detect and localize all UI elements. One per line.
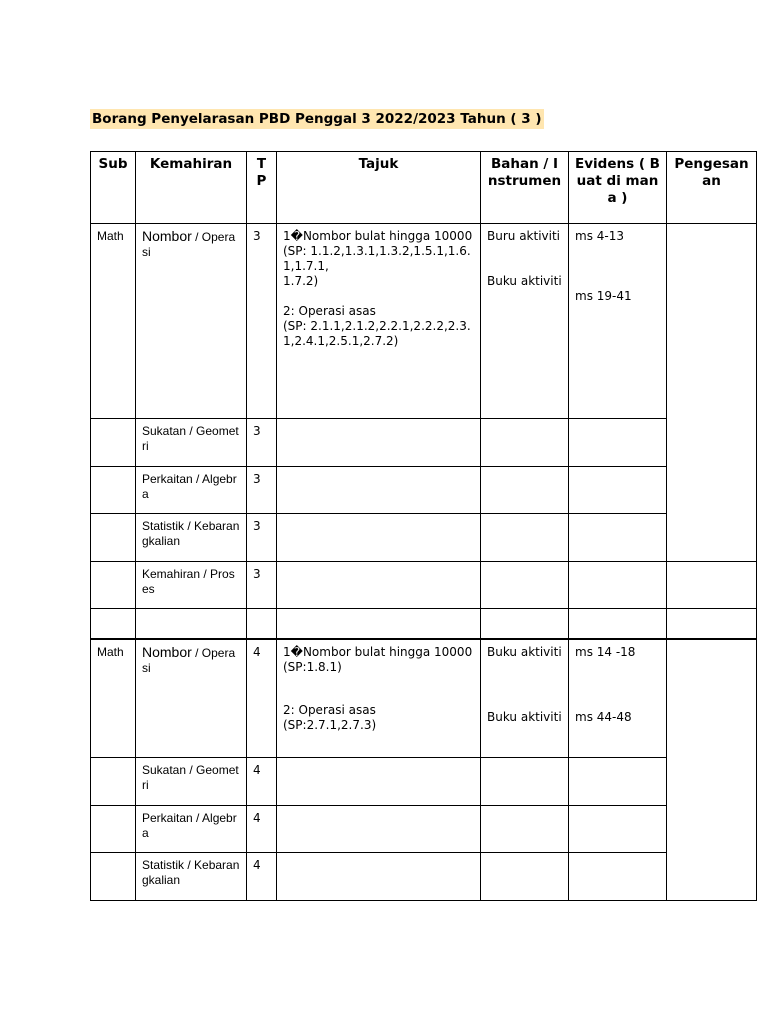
pengesanan-cell xyxy=(667,562,757,609)
kemahiran-cell: Sukatan / Geometri xyxy=(136,419,247,467)
tajuk-topic-2: 2: Operasi asas xyxy=(283,702,376,717)
kemahiran-cell xyxy=(136,609,247,639)
coordination-table xyxy=(90,151,757,901)
bahan-cell xyxy=(481,853,569,901)
sub-cell xyxy=(91,562,136,609)
sub-cell: Math xyxy=(91,224,136,419)
tajuk-sp-2: (SP: 2.1.1,2.1.2,2.2.1,2.2.2,2.3.1,2.4.1,2.5.1,2.7.2) xyxy=(283,319,471,348)
bahan-item-1: Buru aktiviti xyxy=(487,229,561,243)
tajuk-cell xyxy=(277,758,481,806)
table-row xyxy=(91,419,757,467)
tajuk-cell xyxy=(277,562,481,609)
kemahiran-cell: Kemahiran / Proses xyxy=(136,562,247,609)
sub-cell xyxy=(91,514,136,562)
pengesanan-cell xyxy=(667,224,757,562)
tajuk-topic-2: 2: Operasi asas xyxy=(283,304,376,318)
table-row xyxy=(91,853,757,901)
table-row xyxy=(91,639,757,758)
tp-cell: 3 xyxy=(247,419,277,467)
table-row xyxy=(91,514,757,562)
tajuk-cell xyxy=(277,467,481,514)
evidens-cell xyxy=(569,467,667,514)
evidens-cell xyxy=(569,806,667,853)
table-row xyxy=(91,609,757,639)
sub-cell xyxy=(91,467,136,514)
evidens-item-2: ms 19-41 xyxy=(575,289,632,303)
tajuk-cell xyxy=(277,224,481,419)
pengesanan-cell xyxy=(667,639,757,901)
tp-cell: 3 xyxy=(247,467,277,514)
tp-cell xyxy=(247,609,277,639)
evidens-cell xyxy=(569,853,667,901)
sub-cell xyxy=(91,758,136,806)
kemahiran-cell: Sukatan / Geometri xyxy=(136,758,247,806)
bahan-cell xyxy=(481,609,569,639)
bahan-cell xyxy=(481,806,569,853)
tajuk-sp-1-cont: 1.7.2) xyxy=(283,274,319,288)
tp-cell: 4 xyxy=(247,806,277,853)
header-bahan: Bahan / Instrumen xyxy=(481,152,569,224)
table-row xyxy=(91,224,757,419)
table-row xyxy=(91,467,757,514)
tajuk-sp-2: (SP:2.7.1,2.7.3) xyxy=(283,717,377,732)
tajuk-cell xyxy=(277,806,481,853)
tp-cell: 3 xyxy=(247,224,277,419)
tajuk-sp-1: (SP: 1.1.2,1.3.1,1.3.2,1.5.1,1.6.1,1.7.1, xyxy=(283,244,471,273)
header-tp: T P xyxy=(247,152,277,224)
kemahiran-cell: Statistik / Kebarangkalian xyxy=(136,514,247,562)
evidens-cell xyxy=(569,609,667,639)
bahan-cell xyxy=(481,639,569,758)
evidens-item-1: ms 4-13 xyxy=(575,229,624,243)
tp-cell: 4 xyxy=(247,639,277,758)
evidens-cell xyxy=(569,562,667,609)
tp-cell: 4 xyxy=(247,853,277,901)
kemahiran-main: Nombor xyxy=(142,228,192,244)
kemahiran-rest: / Operasi xyxy=(142,645,236,675)
sub-cell xyxy=(91,609,136,639)
header-pengesanan: Pengesanan xyxy=(667,152,757,224)
tajuk-topic-1: 1�Nombor bulat hingga 10000 xyxy=(283,644,473,659)
sub-cell xyxy=(91,853,136,901)
tajuk-cell xyxy=(277,639,481,758)
table-row xyxy=(91,806,757,853)
evidens-item-1: ms 14 -18 xyxy=(575,644,636,659)
kemahiran-cell xyxy=(136,639,247,758)
evidens-cell xyxy=(569,639,667,758)
bahan-item-2: Buku aktiviti xyxy=(487,274,562,288)
kemahiran-main: Nombor xyxy=(142,643,192,660)
sub-cell xyxy=(91,806,136,853)
kemahiran-rest: / Operasi xyxy=(142,230,236,259)
bahan-cell xyxy=(481,514,569,562)
tajuk-cell xyxy=(277,514,481,562)
evidens-item-2: ms 44-48 xyxy=(575,709,632,724)
evidens-cell xyxy=(569,419,667,467)
evidens-cell xyxy=(569,224,667,419)
tp-cell: 3 xyxy=(247,562,277,609)
evidens-cell xyxy=(569,758,667,806)
header-row xyxy=(91,152,757,224)
bahan-item-1: Buku aktiviti xyxy=(487,644,562,659)
sub-cell: Math xyxy=(91,639,136,758)
tajuk-topic-1: 1�Nombor bulat hingga 10000 xyxy=(283,229,473,243)
kemahiran-cell: Statistik / Kebarangkalian xyxy=(136,853,247,901)
pengesanan-cell xyxy=(667,609,757,639)
table-row xyxy=(91,562,757,609)
tajuk-cell xyxy=(277,419,481,467)
header-tajuk: Tajuk xyxy=(277,152,481,224)
header-evidens: Evidens ( Buat di mana ) xyxy=(569,152,667,224)
document-title: Borang Penyelarasan PBD Penggal 3 2022/2023 Tahun ( 3 ) xyxy=(92,111,542,127)
bahan-cell xyxy=(481,224,569,419)
header-kemahiran: Kemahiran xyxy=(136,152,247,224)
tajuk-sp-1: (SP:1.8.1) xyxy=(283,659,342,674)
kemahiran-cell: Perkaitan / Algebra xyxy=(136,467,247,514)
tajuk-cell xyxy=(277,609,481,639)
sub-cell xyxy=(91,419,136,467)
tp-cell: 3 xyxy=(247,514,277,562)
bahan-cell xyxy=(481,467,569,514)
bahan-item-2: Buku aktiviti xyxy=(487,709,562,724)
kemahiran-cell: Perkaitan / Algebra xyxy=(136,806,247,853)
evidens-cell xyxy=(569,514,667,562)
header-sub: Sub xyxy=(91,152,136,224)
kemahiran-cell xyxy=(136,224,247,419)
tp-cell: 4 xyxy=(247,758,277,806)
bahan-cell xyxy=(481,758,569,806)
bahan-cell xyxy=(481,419,569,467)
tajuk-cell xyxy=(277,853,481,901)
table-row xyxy=(91,758,757,806)
bahan-cell xyxy=(481,562,569,609)
